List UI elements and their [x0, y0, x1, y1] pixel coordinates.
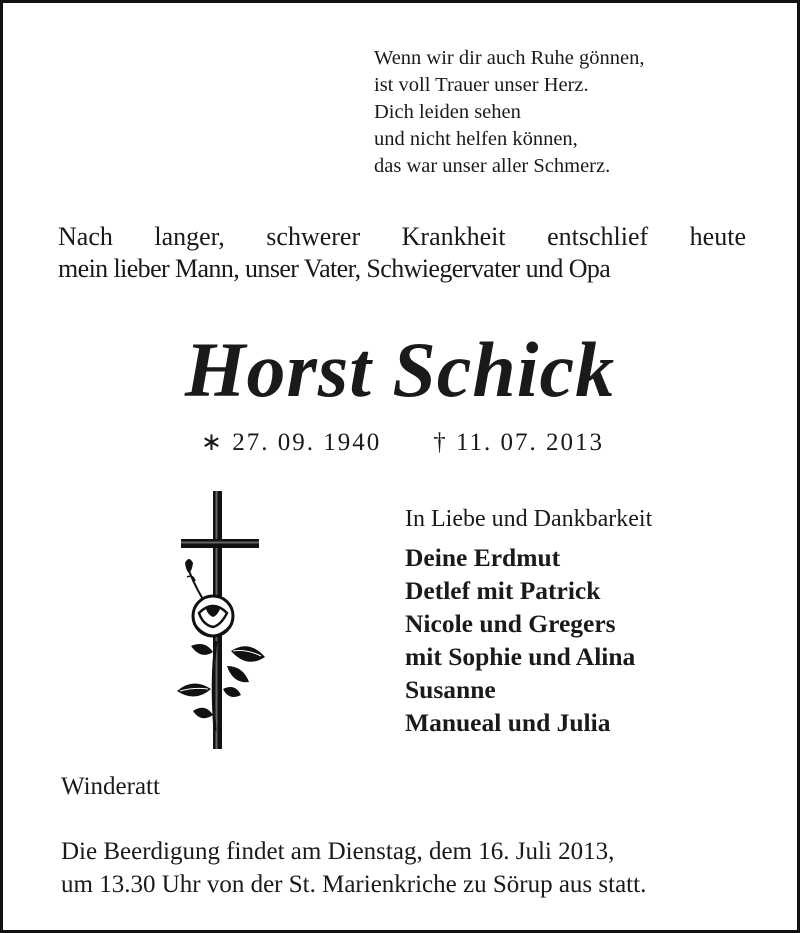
mourner-name: Manueal und Julia	[405, 708, 611, 737]
poem-line: ist voll Trauer unser Herz.	[374, 74, 589, 96]
cross-with-rose-icon	[171, 491, 271, 753]
death-date: † 11. 07. 2013	[433, 429, 605, 456]
announcement-line: mein lieber Mann, unser Vater, Schwiegervater und Opa	[58, 254, 611, 283]
announcement-text	[58, 221, 746, 285]
life-dates	[201, 427, 604, 457]
poem-line: und nicht helfen können,	[374, 128, 578, 150]
announcement-line: Nach langer, schwerer Krankheit entschlief heute	[58, 222, 746, 251]
funeral-line: Die Beerdigung findet am Dienstag, dem 16. Juli 2013,	[61, 838, 615, 865]
funeral-info	[61, 835, 646, 901]
mourners-block	[405, 503, 652, 739]
poem-line: das war unser aller Schmerz.	[374, 155, 611, 177]
mourner-name: mit Sophie und Alina	[405, 642, 636, 671]
place-name: Winderatt	[61, 773, 160, 800]
mourner-name: Deine Erdmut	[405, 543, 561, 572]
mourner-name: Susanne	[405, 675, 496, 704]
poem-line: Dich leiden sehen	[374, 101, 521, 123]
memorial-poem	[374, 45, 644, 180]
poem-line: Wenn wir dir auch Ruhe gönnen,	[374, 47, 645, 69]
funeral-line: um 13.30 Uhr von der St. Marienkriche zu Sörup aus statt.	[61, 871, 647, 898]
deceased-name: Horst Schick	[184, 326, 616, 413]
mourner-name: Detlef mit Patrick	[405, 576, 601, 605]
mourners-lead: In Liebe und Dankbarkeit	[405, 506, 653, 532]
birth-date: ∗ 27. 09. 1940	[201, 429, 382, 456]
mourner-name: Nicole und Gregers	[405, 609, 616, 638]
